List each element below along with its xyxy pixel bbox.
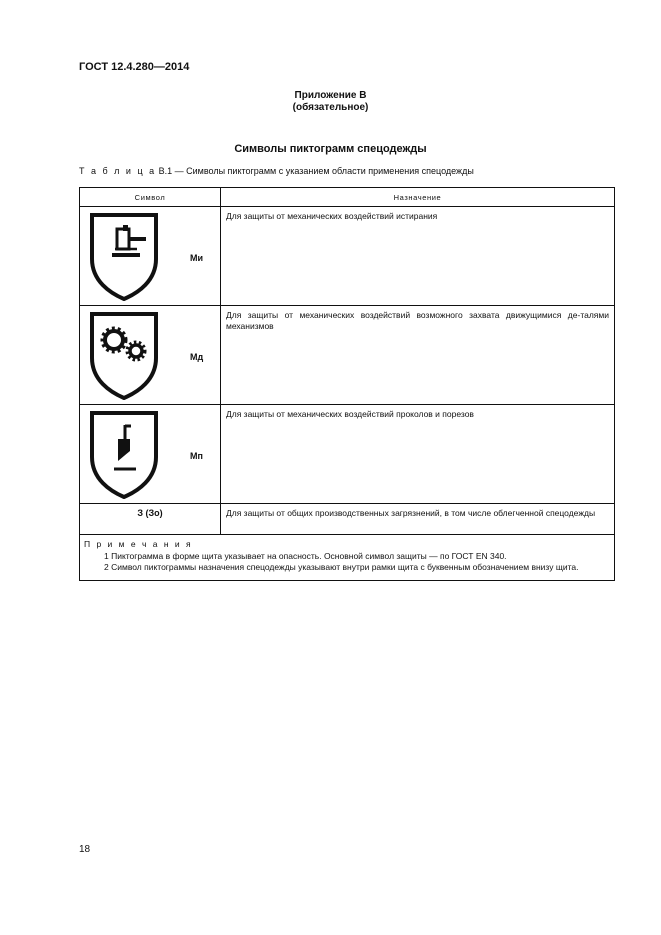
notes-title: П р и м е ч а н и я: [84, 539, 193, 549]
table-row: [80, 207, 615, 306]
symbol-code: Ми: [190, 253, 204, 263]
table-header-row: [80, 188, 615, 207]
table-caption-text: В.1 — Символы пиктограмм с указанием области применения спецодежды: [158, 166, 474, 176]
symbols-table: [79, 187, 615, 581]
section-title: Символы пиктограмм спецодежды: [234, 143, 427, 155]
notes-cell: [80, 535, 615, 581]
purpose-text: Для защиты от механических воздействий проколов и порезов: [221, 405, 615, 504]
header-purpose: Назначение: [221, 188, 615, 207]
symbol-cell: [80, 207, 221, 306]
document-code: ГОСТ 12.4.280—2014: [79, 61, 190, 73]
appendix-title: Приложение В: [294, 90, 367, 101]
table-caption: [79, 166, 474, 176]
table-row: [80, 306, 615, 405]
note-item: 2 Символ пиктограммы назначения спецодежды указывают внутри рамки щита с буквенным обозначением внизу щита.: [104, 562, 579, 572]
table-caption-label: Т а б л и ц а: [79, 166, 157, 176]
symbol-code: Мп: [190, 451, 203, 461]
purpose-text: Для защиты от общих производственных загрязнений, в том числе облегченной спецодежды: [221, 504, 615, 535]
symbol-cell: [80, 405, 221, 504]
symbol-code: З (Зо): [80, 504, 221, 535]
page-number: 18: [79, 844, 91, 855]
shield-gears-icon: [88, 310, 160, 400]
purpose-text: Для защиты от механических воздействий истирания: [221, 207, 615, 306]
purpose-text: Для защиты от механических воздействий возможного захвата движущимися де-талями механизмов: [221, 306, 615, 405]
appendix-status: (обязательное): [292, 102, 369, 113]
table-row: [80, 405, 615, 504]
table-row: [80, 504, 615, 535]
symbol-code: Мд: [190, 352, 204, 362]
header-symbol: Символ: [80, 188, 221, 207]
appendix-heading: [0, 90, 661, 114]
note-item: 1 Пиктограмма в форме щита указывает на опасность. Основной символ защиты — по ГОСТ EN 340.: [104, 550, 507, 561]
symbol-cell: [80, 306, 221, 405]
notes-row: [80, 535, 615, 581]
shield-abrasion-icon: [88, 211, 160, 301]
shield-puncture-icon: [88, 409, 160, 499]
